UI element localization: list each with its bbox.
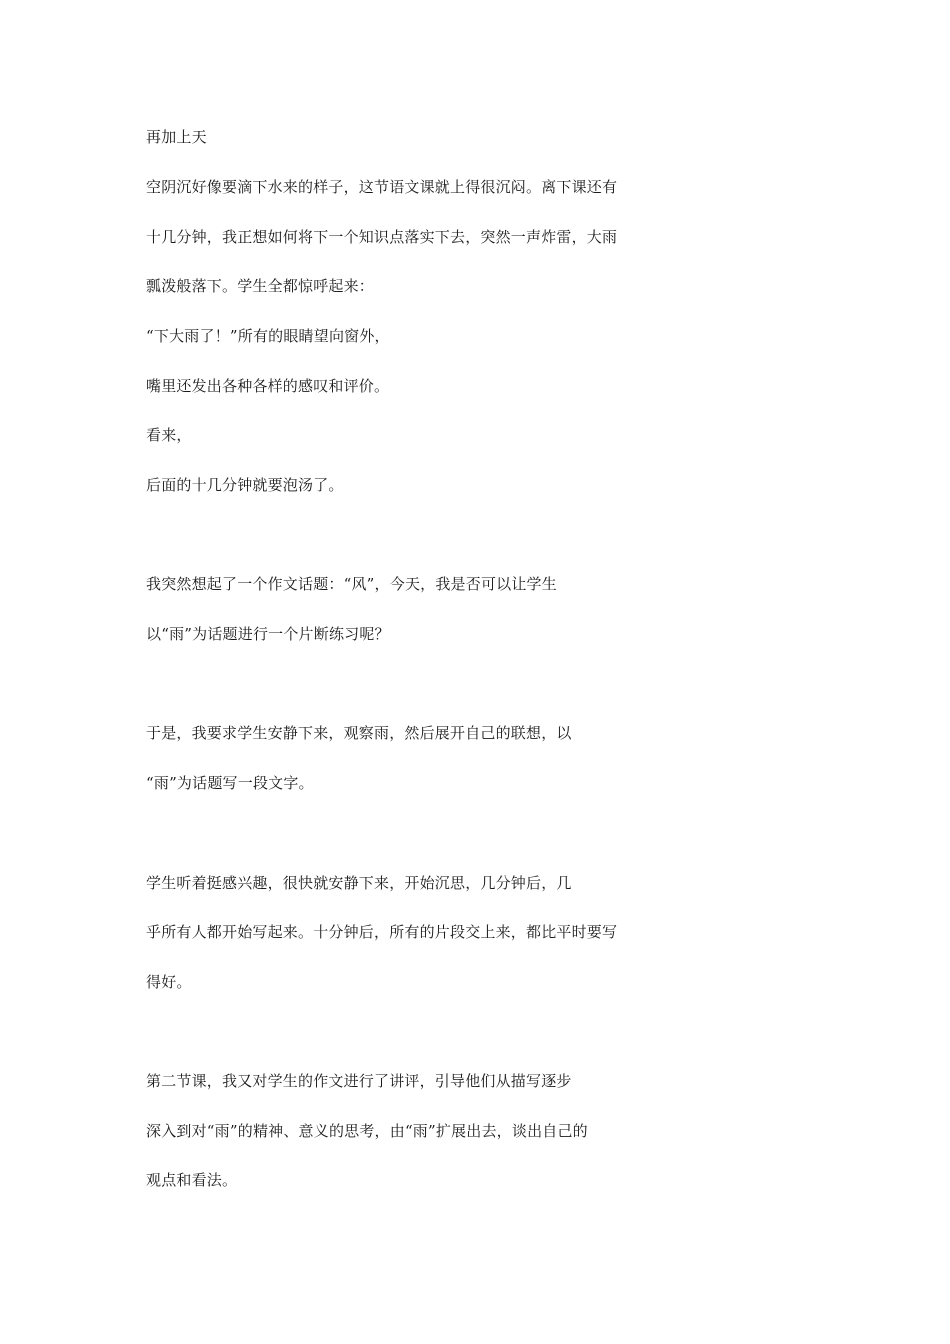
text-line: 十几分钟，我正想如何将下一个知识点落实下去，突然一声炸雷，大雨 — [146, 228, 618, 246]
text-line: 空阴沉好像要滴下水来的样子，这节语文课就上得很沉闷。离下课还有 — [146, 178, 618, 196]
text-line: 乎所有人都开始写起来。十分钟后，所有的片段交上来，都比平时要写 — [146, 923, 618, 941]
text-line: 再加上天 — [146, 128, 207, 146]
text-line: 以“雨”为话题进行一个片断练习呢？ — [146, 625, 390, 643]
text-line: 嘴里还发出各种各样的感叹和评价。 — [146, 377, 390, 395]
text-line: 学生听着挺感兴趣，很快就安静下来，开始沉思，几分钟后，几 — [146, 874, 572, 892]
text-line: 深入到对“雨”的精神、意义的思考，由“雨”扩展出去，谈出自己的 — [146, 1122, 588, 1140]
text-line: 瓢泼般落下。学生全都惊呼起来： — [146, 277, 375, 295]
text-line: “下大雨了！”所有的眼睛望向窗外， — [146, 327, 390, 345]
text-line: 于是，我要求学生安静下来，观察雨，然后展开自己的联想，以 — [146, 724, 572, 742]
text-line: 第二节课，我又对学生的作文进行了讲评，引导他们从描写逐步 — [146, 1072, 572, 1090]
text-line: “雨”为话题写一段文字。 — [146, 774, 314, 792]
text-line: 看来， — [146, 426, 192, 444]
text-line: 得好。 — [146, 973, 192, 991]
text-line: 后面的十几分钟就要泡汤了。 — [146, 476, 344, 494]
text-line: 观点和看法。 — [146, 1171, 238, 1189]
text-line: 我突然想起了一个作文话题：“风”，今天，我是否可以让学生 — [146, 575, 557, 593]
